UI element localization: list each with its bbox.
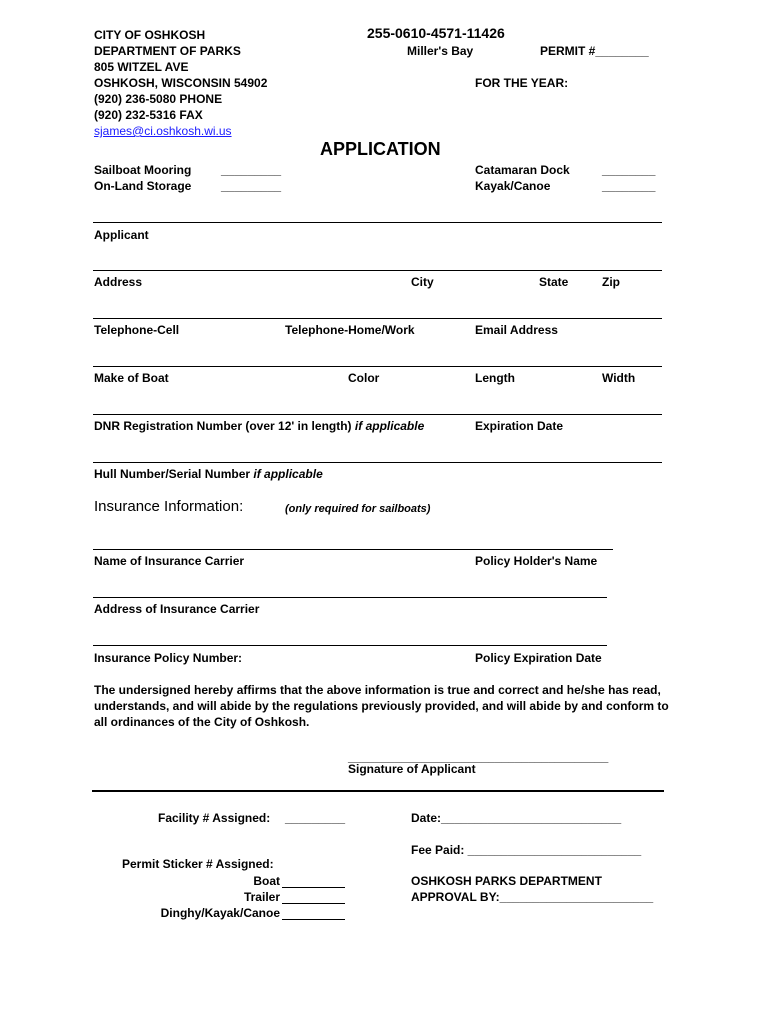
- option-kayak-canoe: Kayak/Canoe: [475, 179, 551, 193]
- telephone-cell-label: Telephone-Cell: [94, 323, 180, 337]
- dnr-if-applicable: if applicable: [354, 419, 425, 433]
- permit-number: PERMIT #________: [540, 44, 649, 58]
- signature-line[interactable]: _______________________________________: [348, 750, 609, 764]
- sticker-trailer-blank[interactable]: [282, 903, 345, 904]
- sticker-boat-label: Boat: [253, 874, 280, 888]
- option-onland-storage: On-Land Storage: [94, 179, 192, 193]
- approval-by-field[interactable]: APPROVAL BY:_______________________: [411, 890, 654, 904]
- policy-number-line[interactable]: [93, 645, 607, 646]
- street-address: 805 WITZEL AVE: [94, 60, 189, 74]
- page-title: APPLICATION: [320, 139, 441, 159]
- facility-assigned-blank[interactable]: _________: [285, 811, 346, 825]
- hull-label-text: Hull Number/Serial Number: [94, 467, 251, 481]
- carrier-address-line[interactable]: [93, 597, 607, 598]
- telephone-home-label: Telephone-Home/Work: [285, 323, 415, 337]
- dnr-registration-label: [94, 419, 424, 433]
- affirmation-line-3: all ordinances of the City of Oshkosh.: [94, 715, 310, 729]
- applicant-label: Applicant: [94, 228, 149, 242]
- affirmation-line-2: understands, and will abide by the regulations previously provided, and will abide by and conform to: [94, 699, 669, 713]
- sticker-boat-blank[interactable]: [282, 887, 345, 888]
- permit-sticker-label: Permit Sticker # Assigned:: [122, 857, 274, 871]
- signature-label: Signature of Applicant: [348, 762, 476, 776]
- email-address-label: Email Address: [475, 323, 558, 337]
- form-number: 255-0610-4571-11426: [367, 25, 505, 41]
- for-the-year: FOR THE YEAR:: [475, 76, 569, 90]
- location-name: Miller's Bay: [407, 44, 474, 58]
- insurance-carrier-label: Name of Insurance Carrier: [94, 554, 245, 568]
- option-sailboat-mooring: Sailboat Mooring: [94, 163, 192, 177]
- parks-department-label: OSHKOSH PARKS DEPARTMENT: [411, 874, 602, 888]
- make-of-boat-label: Make of Boat: [94, 371, 169, 385]
- city-label: City: [411, 275, 434, 289]
- zip-label: Zip: [602, 275, 620, 289]
- state-label: State: [539, 275, 569, 289]
- insurance-heading: Insurance Information:: [94, 498, 244, 515]
- width-label: Width: [602, 371, 636, 385]
- applicant-field-line[interactable]: [93, 222, 662, 223]
- address-field-line[interactable]: [93, 270, 662, 271]
- date-field[interactable]: Date:___________________________: [411, 811, 622, 825]
- insurance-note: (only required for sailboats): [285, 503, 431, 515]
- office-use-divider: [92, 790, 664, 792]
- color-label: Color: [348, 371, 380, 385]
- hull-number-label: [94, 467, 323, 481]
- hull-if-applicable: if applicable: [253, 467, 323, 481]
- sticker-dinghy-label: Dinghy/Kayak/Canoe: [160, 906, 280, 920]
- boat-field-line[interactable]: [93, 366, 662, 367]
- insurance-carrier-line[interactable]: [93, 549, 613, 550]
- fee-paid-field[interactable]: Fee Paid: __________________________: [411, 843, 642, 857]
- affirmation-line-1: The undersigned hereby affirms that the above information is true and correct and he/she has read,: [94, 683, 661, 697]
- length-label: Length: [475, 371, 515, 385]
- fax-number: (920) 232-5316 FAX: [94, 108, 203, 122]
- hull-field-line[interactable]: [93, 462, 662, 463]
- sticker-dinghy-blank[interactable]: [282, 919, 345, 920]
- option-catamaran-dock: Catamaran Dock: [475, 163, 570, 177]
- option-catamaran-blank[interactable]: ________: [602, 163, 656, 177]
- policy-number-label: Insurance Policy Number:: [94, 651, 243, 665]
- sticker-trailer-label: Trailer: [243, 890, 280, 904]
- telephone-field-line[interactable]: [93, 318, 662, 319]
- phone-number: (920) 236-5080 PHONE: [94, 92, 223, 106]
- city-state-zip: OSHKOSH, WISCONSIN 54902: [94, 76, 268, 90]
- policy-holder-label: Policy Holder's Name: [475, 554, 598, 568]
- carrier-address-label: Address of Insurance Carrier: [94, 602, 260, 616]
- expiration-date-label: Expiration Date: [475, 419, 564, 433]
- option-onland-blank[interactable]: _________: [221, 179, 282, 193]
- address-label: Address: [94, 275, 143, 289]
- email-link[interactable]: sjames@ci.oshkosh.wi.us: [94, 124, 232, 138]
- dnr-field-line[interactable]: [93, 414, 662, 415]
- option-sailboat-blank[interactable]: _________: [221, 163, 282, 177]
- policy-expiration-label: Policy Expiration Date: [475, 651, 602, 665]
- dnr-label-text: DNR Registration Number (over 12' in length): [94, 419, 352, 433]
- option-kayak-blank[interactable]: ________: [602, 179, 656, 193]
- department-name: DEPARTMENT OF PARKS: [94, 44, 241, 58]
- facility-assigned-label: Facility # Assigned:: [158, 811, 271, 825]
- city-name: CITY OF OSHKOSH: [94, 28, 206, 42]
